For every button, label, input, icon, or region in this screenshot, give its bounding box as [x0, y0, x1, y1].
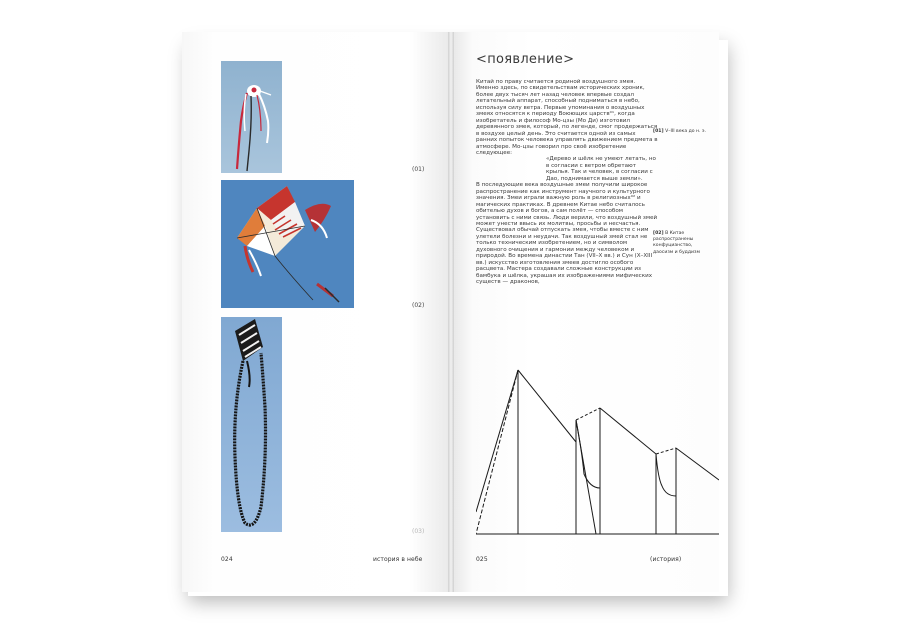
sidenote-01-text: V–III века до н. э.	[665, 129, 706, 134]
kite-photo-03	[221, 317, 282, 532]
book-gutter	[448, 32, 454, 592]
sidenote-02-text: В Китае распространены конфуцианство, даосизм и буддизм	[653, 231, 700, 255]
kite-photo-02	[221, 180, 354, 308]
body-text	[476, 79, 658, 286]
right-folio-title: (история)	[650, 556, 682, 563]
photo-caption-02: (02)	[412, 302, 425, 309]
sidenote-01	[653, 129, 713, 135]
sidenote-02-number: [02]	[653, 231, 664, 236]
paragraph-2: В последующие века воздушные змеи получили широкое распространение как инструмент научного и культурного значения. Змеи играли важную роль в религиозных⁰² и магических практиках. В древнем Китае небо считалось обителью духов и богов, а сам полёт — способом установить с ними связь. Люди верили, что воздушный змей может унести ввысь их молитвы, просьбы и несчастья. Существовал обычай отпускать змея, чтобы вместе с ним улетели болезни и неудачи. Так воздушный змей стал не только техническим изобретением, но и символом духовного очищения и гармонии между человеком и природой. Во времена династии Тан (VII–X вв.) и Сун (X–XIII вв.) искусство изготовления змеев достигло особого расцвета. Мастера создавали сложные конструкции из бамбука и шёлка, украшая их изображениями мифических существ — драконов,	[476, 182, 658, 286]
photo-caption-01: (01)	[412, 166, 425, 173]
section-heading: <появление>	[476, 52, 575, 67]
left-folio-title: история в небе	[373, 556, 423, 563]
sidenote-01-number: [01]	[653, 129, 664, 134]
photo-caption-03: (03)	[412, 528, 425, 535]
left-folio-number: 024	[221, 556, 233, 563]
kite-photo-01	[221, 61, 282, 173]
sidenote-02	[653, 231, 713, 256]
paragraph-1: Китай по праву считается родиной воздушного змея. Именно здесь, по свидетельствам исторических хроник, более двух тысяч лет назад человек впервые создал летательный аппарат, способный подниматься в небо, используя силу ветра. Первые упоминания о воздушных змеях относятся к периоду Воюющих царств⁰¹, когда изобретатель и философ Мо-цзы (Мо Ди) изготовил деревянного змея, который, по легенде, смог продержаться в воздухе целый день. Это считается одной из самых ранних попыток человека управлять движением предмета в атмосфере. Мо-цзы говорил про своё изобретение следующее:	[476, 79, 658, 156]
kite-line-drawing	[476, 362, 719, 540]
right-folio-number: 025	[476, 556, 488, 563]
quote: «Дерево и шёлк не умеют летать, но в согласии с ветром обретают крылья. Так и человек, в согласии с Дао, поднимается выше земли».	[546, 156, 656, 182]
